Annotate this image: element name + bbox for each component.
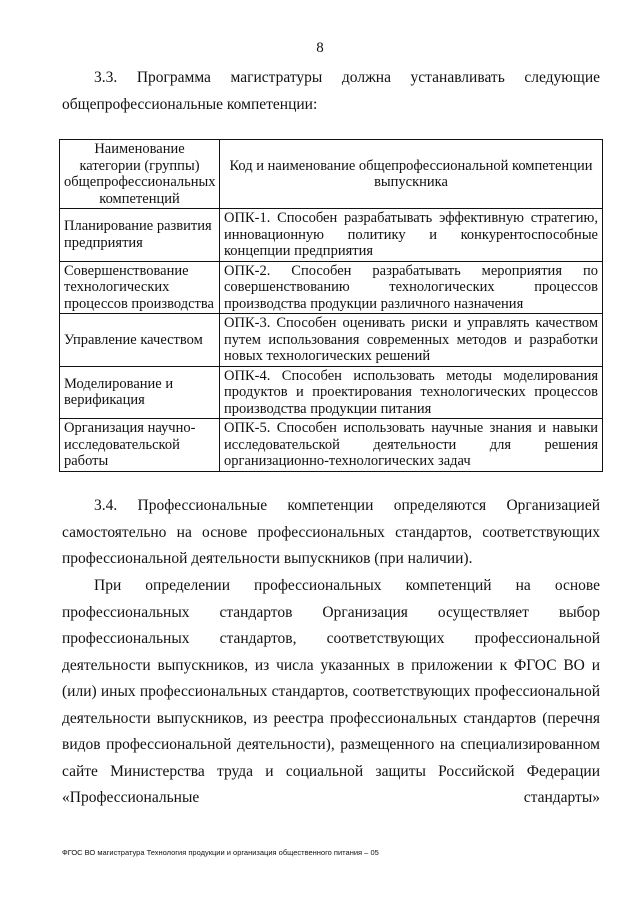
page-number: 8 [316,40,324,56]
category-cell: Организация научно-исследовательской работы [60,419,220,472]
header-category: Наименование категории (группы) общепрофессиональных компетенций [60,140,220,209]
section-3-4-paragraph: 3.4. Профессиональные компетенции определяются Организацией самостоятельно на основе профессиональных стандартов, соответствующих профессиональной деятельности выпускников (при наличии). [62,497,600,567]
competence-cell: ОПК-4. Способен использовать методы моделирования продуктов и проектирования технологических процессов производства продукции питания [220,366,603,419]
competencies-table [59,139,603,472]
section-3-3-paragraph: 3.3. Программа магистратуры должна устанавливать следующие общепрофессиональные компетенции: [62,69,600,113]
competence-cell: ОПК-5. Способен использовать научные знания и навыки исследовательской деятельности для решения организационно-технологических задач [220,419,603,472]
table-row [60,366,603,419]
header-competence: Код и наименование общепрофессиональной компетенции выпускника [220,140,603,209]
competence-cell: ОПК-1. Способен разрабатывать эффективную стратегию, инновационную политику и конкурентоспособные концепции предприятия [220,209,603,262]
category-cell: Управление качеством [60,314,220,367]
competence-cell: ОПК-2. Способен разрабатывать мероприятия по совершенствованию технологических процессов производства продукции различного назначения [220,261,603,314]
category-cell: Совершенствование технологических процессов производства [60,261,220,314]
competence-cell: ОПК-3. Способен оценивать риски и управлять качеством путем использования современных методов и разработки новых технологических решений [220,314,603,367]
table-row [60,419,603,472]
table-header-row [60,140,603,209]
page-footer: ФГОС ВО магистратура Технология продукции и организация общественного питания – 05 [62,848,379,857]
category-cell: Моделирование и верификация [60,366,220,419]
pro-standards-paragraph: При определении профессиональных компетенций на основе профессиональных стандартов Организация осуществляет выбор профессиональных стандартов, соответствующих профессиональной деятельности выпускников, из числа указанных в приложении к ФГОС ВО и (или) иных профессиональных стандартов, соответствующих профессиональной деятельности выпускников, из реестра профессиональных стандартов (перечня видов профессиональной деятельности), размещенного на специализированном сайте Министерства труда и социальной защиты Российской Федерации «Профессиональные стандарты» [62,577,600,806]
category-cell: Планирование развития предприятия [60,209,220,262]
table-row [60,314,603,367]
table-row [60,261,603,314]
table-row [60,209,603,262]
